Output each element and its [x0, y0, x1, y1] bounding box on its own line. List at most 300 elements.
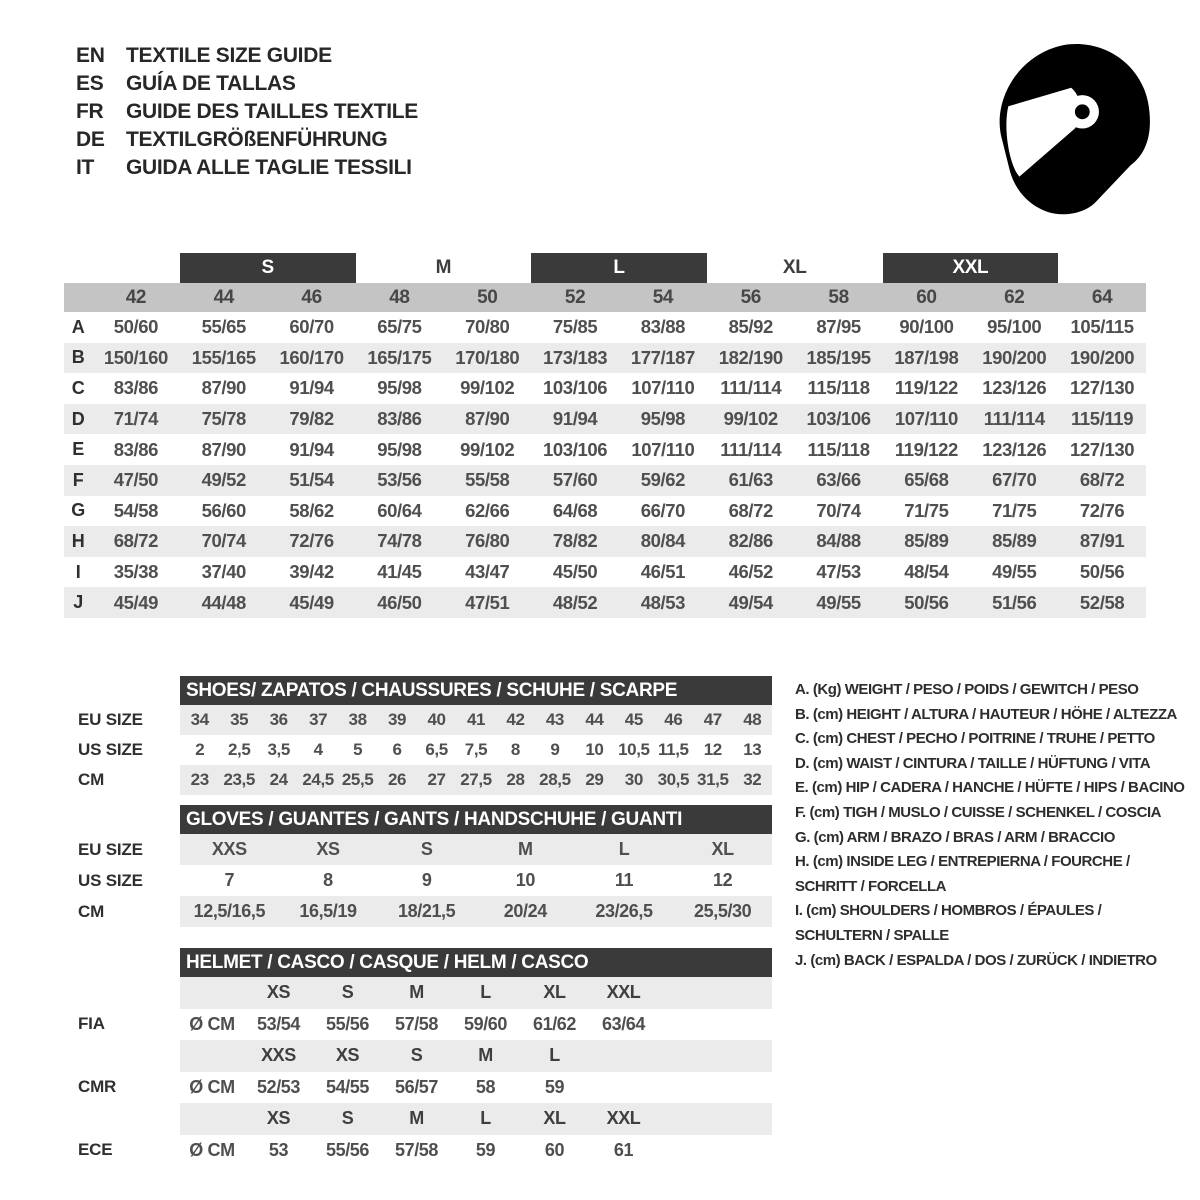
numeric-size: 42 — [125, 286, 147, 308]
legend-line: H. (cm) INSIDE LEG / ENTREPIERNA / FOURCHE / — [795, 853, 1130, 871]
value-cell: 8 — [323, 870, 333, 890]
legend-line: C. (cm) CHEST / PECHO / POITRINE / TRUHE / PETTO — [795, 730, 1155, 748]
value-cell: 47 — [703, 710, 722, 729]
size-group-label: M — [435, 257, 452, 278]
measurement-cell: 85/89 — [992, 530, 1037, 552]
legend-line: J. (cm) BACK / ESPALDA / DOS / ZURÜCK / INDIETRO — [795, 951, 1157, 969]
measurement-cell: 107/110 — [631, 438, 695, 460]
size-cell: S — [341, 982, 354, 1003]
size-cell: XXS — [261, 1045, 296, 1066]
measurement-cell: 85/89 — [904, 530, 949, 552]
row-letter: G — [71, 500, 85, 521]
measurement-cell: 47/50 — [113, 469, 159, 491]
value-cell: 32 — [743, 770, 762, 789]
value-cell: 2 — [195, 740, 205, 759]
table-row — [64, 434, 1146, 465]
measurement-cell: 87/95 — [816, 316, 861, 338]
row-label: US SIZE — [78, 740, 143, 759]
value-cell: 29 — [585, 770, 604, 789]
measurement-cell: 83/86 — [377, 408, 422, 430]
legend-line: I. (cm) SHOULDERS / HOMBROS / ÉPAULES / — [795, 902, 1102, 920]
legend-line: G. (cm) ARM / BRAZO / BRAS / ARM / BRACCIO — [795, 828, 1115, 846]
measurement-cell: 177/187 — [630, 346, 695, 368]
measurement-cell: 83/88 — [640, 316, 686, 338]
value-cell: 30 — [624, 770, 643, 789]
numeric-size: 54 — [652, 286, 674, 308]
measurement-cell: 190/200 — [982, 346, 1047, 368]
value-cell: 63/64 — [601, 1013, 646, 1034]
measurement-cell: 173/183 — [543, 346, 608, 368]
size-cell: XXL — [606, 982, 641, 1003]
gloves-table — [64, 834, 772, 927]
value-cell: 57/58 — [394, 1013, 439, 1034]
measurement-cell: 155/165 — [191, 346, 256, 368]
value-cell: 25,5 — [341, 770, 374, 789]
measurement-cell: 70/74 — [816, 499, 861, 521]
value-cell: 12,5/16,5 — [193, 901, 266, 921]
value-cell: 13 — [743, 740, 762, 759]
measurement-cell: 80/84 — [640, 530, 686, 552]
measurement-cell: 55/58 — [465, 469, 510, 491]
measurement-cell: 57/60 — [552, 469, 598, 491]
measurement-cell: 62/66 — [465, 499, 510, 521]
value-cell: 10 — [515, 870, 535, 890]
table-row — [64, 465, 1146, 496]
measurement-cell: 111/114 — [720, 438, 782, 460]
value-cell: 39 — [388, 710, 407, 729]
value-cell: 23 — [190, 770, 209, 789]
measurement-cell: 39/42 — [289, 561, 334, 583]
value-cell: 8 — [510, 740, 520, 759]
measurement-cell: 123/126 — [982, 438, 1047, 460]
language-code: ES — [76, 72, 104, 95]
value-cell: 57/58 — [394, 1139, 439, 1160]
table-row — [64, 557, 1146, 588]
row-values — [180, 1135, 772, 1167]
measurement-cell: 79/82 — [289, 408, 334, 430]
measurement-cell: 190/200 — [1070, 346, 1135, 368]
table-row — [64, 705, 772, 735]
table-row — [64, 834, 772, 865]
legend-line: F. (cm) TIGH / MUSLO / CUISSE / SCHENKEL / COSCIA — [795, 803, 1162, 821]
measurement-cell: 72/76 — [289, 530, 334, 552]
table-row — [64, 587, 1146, 618]
helmet-values-row — [64, 1135, 772, 1167]
value-cell: 6,5 — [425, 740, 448, 759]
measurement-cell: 48/53 — [640, 591, 686, 613]
legend-line: B. (cm) HEIGHT / ALTURA / HAUTEUR / HÖHE / ALTEZZA — [795, 705, 1177, 723]
value-cell: 36 — [269, 710, 288, 729]
diameter-label: Ø CM — [189, 1076, 235, 1097]
helmet-sizes-row — [64, 1103, 772, 1135]
table-row — [64, 526, 1146, 557]
measurement-cell: 55/65 — [201, 316, 246, 338]
measurement-cell: 111/114 — [983, 408, 1045, 430]
measurement-cell: 75/85 — [552, 316, 598, 338]
measurement-cell: 68/72 — [1079, 469, 1125, 491]
value-cell: 60 — [544, 1139, 565, 1160]
value-cell: 7 — [224, 870, 235, 890]
value-cell: L — [618, 839, 630, 859]
legend-line: D. (cm) WAIST / CINTURA / TAILLE / HÜFTUNG / VITA — [795, 754, 1151, 772]
measurement-cell: 115/118 — [807, 438, 870, 460]
measurement-cell: 50/56 — [1079, 561, 1125, 583]
value-cell: 4 — [313, 740, 323, 759]
size-cell: XL — [543, 1108, 566, 1129]
measurement-cell: 46/50 — [377, 591, 422, 613]
table-row — [64, 373, 1146, 404]
language-row — [76, 98, 418, 126]
measurement-cell: 87/91 — [1079, 530, 1125, 552]
measurement-cell: 170/180 — [455, 346, 520, 368]
value-cell: 45 — [624, 710, 643, 729]
helmet-sizes-row — [64, 1040, 772, 1072]
measurement-cell: 50/60 — [113, 316, 159, 338]
legend-line: SCHRITT / FORCELLA — [795, 877, 947, 895]
numeric-size: 60 — [916, 286, 937, 308]
value-cell: 27 — [427, 770, 446, 789]
measurement-cell: 103/106 — [806, 408, 871, 430]
value-cell: 35 — [230, 710, 249, 729]
table-row — [64, 765, 772, 795]
row-letter: D — [71, 408, 85, 429]
language-code: DE — [76, 128, 105, 151]
language-row — [76, 154, 418, 182]
measurement-cell: 56/60 — [201, 499, 246, 521]
value-cell: 53 — [268, 1139, 289, 1160]
value-cell: 59/60 — [463, 1013, 508, 1034]
size-cell: S — [341, 1108, 354, 1129]
measurement-cell: 49/55 — [992, 561, 1037, 583]
numeric-size: 50 — [477, 286, 498, 308]
table-row — [64, 404, 1146, 435]
standard-label: ECE — [78, 1140, 113, 1160]
measurement-cell: 58/62 — [289, 499, 334, 521]
measurement-cell: 103/106 — [543, 377, 608, 399]
value-cell: 27,5 — [460, 770, 492, 789]
value-cell: 18/21,5 — [398, 901, 456, 921]
measurement-cell: 123/126 — [982, 377, 1047, 399]
row-label: EU SIZE — [78, 839, 143, 859]
size-cell: XS — [266, 982, 291, 1003]
value-cell: 41 — [466, 710, 486, 729]
measurement-cell: 78/82 — [552, 530, 598, 552]
row-values — [180, 1009, 772, 1041]
numeric-size: 64 — [1091, 286, 1113, 308]
helmet-table — [64, 977, 772, 1166]
size-group-label: XXL — [883, 253, 1059, 283]
measurement-cell: 49/54 — [728, 591, 773, 613]
measurement-cell: 85/92 — [728, 316, 773, 338]
measurement-cell: 52/58 — [1079, 591, 1125, 613]
value-cell: 55/56 — [325, 1013, 370, 1034]
measurement-cell: 70/74 — [201, 530, 246, 552]
size-cell: L — [480, 1108, 491, 1129]
value-cell: 28 — [506, 770, 525, 789]
measurement-cell: 95/98 — [377, 377, 422, 399]
measurement-cell: 72/76 — [1079, 499, 1125, 521]
measurement-cell: 187/198 — [894, 346, 959, 368]
language-code: FR — [76, 100, 104, 123]
measurement-legend — [795, 678, 1185, 973]
measurement-cell: 103/106 — [543, 438, 608, 460]
measurement-cell: 107/110 — [894, 408, 958, 430]
size-group-label: L — [531, 253, 707, 283]
size-group-label: S — [180, 253, 356, 283]
language-title-list — [76, 42, 418, 182]
measurement-cell: 99/102 — [723, 408, 778, 430]
helmet-values-row — [64, 1072, 772, 1104]
measurement-cell: 37/40 — [201, 561, 246, 583]
racing-helmet-icon — [975, 33, 1160, 223]
row-values — [180, 705, 772, 735]
shoes-table-title-bar: SHOES/ ZAPATOS / CHAUSSURES / SCHUHE / SCARPE — [180, 676, 772, 705]
numeric-size: 52 — [564, 286, 586, 308]
value-cell: 26 — [388, 770, 407, 789]
measurement-cell: 41/45 — [377, 561, 422, 583]
value-cell: 56/57 — [394, 1076, 439, 1097]
value-cell: 11,5 — [658, 740, 689, 759]
measurement-cell: 99/102 — [460, 438, 515, 460]
value-cell: 58 — [475, 1076, 496, 1097]
measurement-cell: 45/49 — [289, 591, 334, 613]
value-cell: 9 — [550, 740, 560, 759]
value-cell: 16,5/19 — [299, 901, 357, 921]
row-letter: H — [71, 530, 85, 551]
helmet-table-title-bar: HELMET / CASCO / CASQUE / HELM / CASCO — [180, 948, 772, 977]
row-letter: J — [73, 592, 83, 613]
measurement-cell: 95/98 — [640, 408, 686, 430]
row-values — [180, 865, 772, 896]
numeric-size: 58 — [828, 286, 849, 308]
size-cell: M — [478, 1045, 493, 1066]
row-values — [180, 1040, 772, 1072]
diameter-label: Ø CM — [189, 1139, 235, 1160]
size-cell: XS — [266, 1108, 291, 1129]
value-cell: 59 — [544, 1076, 565, 1097]
measurement-cell: 60/64 — [377, 499, 422, 521]
measurement-cell: 48/54 — [904, 561, 949, 583]
measurement-cell: 115/118 — [807, 377, 870, 399]
measurement-cell: 119/122 — [894, 438, 958, 460]
value-cell: 30,5 — [657, 770, 690, 789]
standard-label: FIA — [78, 1014, 105, 1034]
table-row — [64, 735, 772, 765]
measurement-cell: 83/86 — [113, 377, 159, 399]
row-label-spacer — [64, 1040, 180, 1072]
standard-label: CMR — [78, 1077, 117, 1097]
size-cell: XS — [335, 1045, 360, 1066]
measurement-cell: 75/78 — [201, 408, 246, 430]
legend-line: SCHULTERN / SPALLE — [795, 926, 949, 944]
value-cell: 40 — [427, 710, 446, 729]
value-cell: 61/62 — [532, 1013, 577, 1034]
language-title: GUIDA ALLE TAGLIE TESSILI — [126, 156, 412, 179]
numeric-size-band — [64, 283, 1146, 312]
numeric-size: 62 — [1004, 286, 1025, 308]
size-cell: M — [409, 1108, 424, 1129]
value-cell: 7,5 — [464, 740, 488, 759]
value-cell: 55/56 — [325, 1139, 370, 1160]
value-cell: 28,5 — [539, 770, 571, 789]
table-row — [64, 312, 1146, 343]
value-cell: 34 — [190, 710, 209, 729]
helmet-sizes-row — [64, 977, 772, 1009]
row-values — [180, 1103, 772, 1135]
numeric-size: 46 — [301, 286, 322, 308]
row-values — [180, 977, 772, 1009]
size-cell: XL — [543, 982, 566, 1003]
measurement-cell: 53/56 — [377, 469, 422, 491]
value-cell: 46 — [664, 710, 683, 729]
measurement-cell: 84/88 — [816, 530, 861, 552]
measurement-cell: 71/75 — [904, 499, 949, 521]
language-row — [76, 126, 418, 154]
measurement-cell: 105/115 — [1070, 316, 1134, 338]
measurement-cell: 51/54 — [289, 469, 334, 491]
measurement-cell: 150/160 — [103, 346, 168, 368]
value-cell: 54/55 — [325, 1076, 370, 1097]
language-title: TEXTILGRÖßENFÜHRUNG — [126, 128, 388, 151]
row-letter: B — [71, 347, 85, 368]
measurement-cell: 48/52 — [552, 591, 598, 613]
measurement-cell: 160/170 — [279, 346, 344, 368]
measurement-cell: 65/68 — [904, 469, 949, 491]
measurement-rows — [64, 312, 1146, 618]
shoes-table — [64, 705, 772, 795]
legend-line: A. (Kg) WEIGHT / PESO / POIDS / GEWITCH / PESO — [795, 681, 1139, 698]
measurement-cell: 127/130 — [1070, 377, 1135, 399]
row-values — [180, 1072, 772, 1104]
gloves-table-title-bar: GLOVES / GUANTES / GANTS / HANDSCHUHE / GUANTI — [180, 805, 772, 834]
row-letter: C — [71, 377, 85, 398]
numeric-size: 56 — [740, 286, 761, 308]
size-cell: L — [480, 982, 491, 1003]
measurement-cell: 71/74 — [113, 408, 159, 430]
value-cell: 23,5 — [223, 770, 255, 789]
measurement-cell: 46/52 — [728, 561, 773, 583]
row-label-spacer — [64, 1103, 180, 1135]
language-row — [76, 42, 418, 70]
value-cell: 11 — [614, 870, 634, 890]
value-cell: S — [420, 839, 433, 859]
measurement-cell: 87/90 — [201, 377, 246, 399]
measurement-cell: 90/100 — [899, 316, 954, 338]
row-label: EU SIZE — [78, 710, 143, 729]
value-cell: 10 — [585, 740, 604, 759]
value-cell: 2,5 — [227, 740, 251, 759]
numeric-size: 44 — [213, 286, 234, 308]
value-cell: 24,5 — [302, 770, 334, 789]
row-label-spacer — [64, 977, 180, 1009]
size-cell: L — [549, 1045, 560, 1066]
numeric-size: 48 — [389, 286, 410, 308]
measurement-cell: 45/49 — [113, 591, 159, 613]
row-values — [180, 765, 772, 795]
helmet-values-row — [64, 1009, 772, 1041]
value-cell: 25,5/30 — [694, 901, 752, 921]
measurement-cell: 87/90 — [201, 438, 246, 460]
measurement-cell: 68/72 — [728, 499, 773, 521]
value-cell: 12 — [703, 740, 722, 759]
measurement-cell: 46/51 — [640, 561, 686, 583]
measurement-cell: 95/100 — [987, 316, 1042, 338]
row-values — [180, 735, 772, 765]
language-title: TEXTILE SIZE GUIDE — [126, 44, 332, 67]
measurement-cell: 119/122 — [894, 377, 958, 399]
diameter-label: Ø CM — [189, 1013, 235, 1034]
row-values — [180, 896, 772, 927]
measurement-cell: 95/98 — [377, 438, 422, 460]
measurement-cell: 64/68 — [552, 499, 598, 521]
value-cell: 48 — [743, 710, 762, 729]
measurement-cell: 83/86 — [113, 438, 159, 460]
measurement-cell: 115/119 — [1071, 408, 1134, 430]
measurement-cell: 59/62 — [640, 469, 686, 491]
measurement-cell: 91/94 — [552, 408, 598, 430]
value-cell: 6 — [392, 740, 402, 759]
language-code: IT — [76, 156, 95, 179]
value-cell: 23/26,5 — [595, 901, 653, 921]
measurement-cell: 35/38 — [113, 561, 159, 583]
measurement-cell: 47/53 — [816, 561, 861, 583]
measurement-cell: 43/47 — [465, 561, 510, 583]
table-row — [64, 896, 772, 927]
measurement-cell: 71/75 — [992, 499, 1037, 521]
measurement-cell: 185/195 — [806, 346, 871, 368]
row-values — [180, 834, 772, 865]
value-cell: 20/24 — [503, 901, 547, 921]
value-cell: 59 — [475, 1139, 496, 1160]
measurement-cell: 49/52 — [201, 469, 246, 491]
row-label: US SIZE — [78, 870, 143, 890]
measurement-cell: 47/51 — [465, 591, 510, 613]
measurement-cell: 107/110 — [631, 377, 695, 399]
measurement-cell: 76/80 — [465, 530, 510, 552]
measurement-cell: 67/70 — [992, 469, 1037, 491]
size-cell: S — [410, 1045, 423, 1066]
row-label: CM — [78, 901, 105, 921]
measurement-cell: 165/175 — [367, 346, 432, 368]
language-code: EN — [76, 44, 105, 67]
measurement-cell: 127/130 — [1070, 438, 1135, 460]
size-group-row — [64, 253, 1146, 283]
measurement-cell: 60/70 — [289, 316, 334, 338]
measurement-cell: 51/56 — [992, 591, 1037, 613]
value-cell: M — [518, 839, 533, 859]
table-row — [64, 343, 1146, 374]
row-letter: A — [71, 316, 85, 337]
measurement-cell: 91/94 — [289, 377, 334, 399]
value-cell: 43 — [545, 710, 564, 729]
measurement-cell: 70/80 — [465, 316, 510, 338]
size-cell: XXL — [606, 1108, 641, 1129]
language-row — [76, 70, 418, 98]
value-cell: 52/53 — [256, 1076, 301, 1097]
measurement-cell: 74/78 — [377, 530, 422, 552]
row-label: CM — [78, 770, 105, 789]
value-cell: 3,5 — [267, 740, 290, 759]
measurement-cell: 49/55 — [816, 591, 861, 613]
measurement-cell: 44/48 — [201, 591, 246, 613]
table-row — [64, 496, 1146, 527]
row-letter: E — [72, 439, 84, 460]
value-cell: 44 — [585, 710, 604, 729]
measurement-cell: 68/72 — [113, 530, 159, 552]
measurement-cell: 111/114 — [720, 377, 782, 399]
size-cell: M — [409, 982, 424, 1003]
value-cell: XXS — [211, 839, 247, 859]
